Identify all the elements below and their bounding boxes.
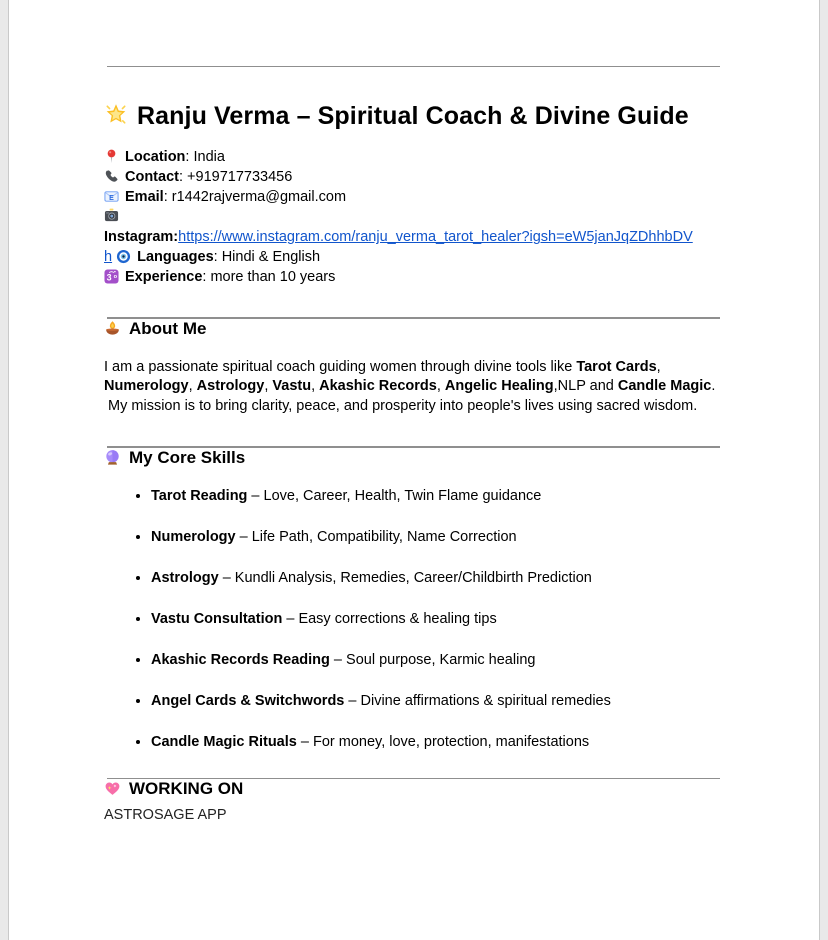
about-mission: My mission is to bring clarity, peace, and prosperity into people's lives using sacred wisdom. xyxy=(104,397,698,414)
skill-desc: – Soul purpose, Karmic healing xyxy=(329,651,536,668)
skill-item xyxy=(151,651,720,669)
about-heading xyxy=(104,319,720,339)
about-heading-text: About Me xyxy=(129,318,207,338)
camera-icon xyxy=(104,208,119,223)
working-on-heading-text: WORKING ON xyxy=(129,779,244,799)
page-margin-left xyxy=(0,0,9,940)
telephone-icon xyxy=(104,169,119,184)
skill-desc: – Love, Career, Health, Twin Flame guidance xyxy=(247,487,542,504)
skill-item xyxy=(151,692,720,710)
skill-item xyxy=(151,487,720,505)
skills-list xyxy=(104,487,720,751)
languages-line xyxy=(104,247,720,267)
instagram-link-continuation[interactable]: h xyxy=(104,249,113,266)
skill-desc: – For money, love, protection, manifestations xyxy=(296,733,590,750)
email-value: : r1442rajverma@gmail.com xyxy=(163,189,347,206)
skill-term: Astrology xyxy=(151,569,219,586)
nazar-amulet-icon xyxy=(116,249,131,264)
working-on-heading xyxy=(104,779,720,799)
skill-desc: – Easy corrections & healing tips xyxy=(282,610,497,627)
instagram-line xyxy=(104,227,720,247)
experience-line xyxy=(104,267,720,287)
skill-desc: – Divine affirmations & spiritual remedies xyxy=(344,692,611,709)
instagram-label: Instagram: xyxy=(104,229,179,246)
working-on-item: ASTROSAGE APP xyxy=(104,807,227,824)
location-label: Location xyxy=(125,149,186,166)
skill-desc: – Kundli Analysis, Remedies, Career/Childbirth Prediction xyxy=(218,569,592,586)
glowing-star-icon xyxy=(104,103,128,127)
skill-term: Tarot Reading xyxy=(151,487,248,504)
phone-line xyxy=(104,167,720,187)
skill-term: Akashic Records Reading xyxy=(151,651,330,668)
camera-line xyxy=(104,207,720,227)
skills-heading xyxy=(104,448,720,468)
skill-item xyxy=(151,528,720,546)
experience-label: Experience xyxy=(125,269,203,286)
skill-item xyxy=(151,733,720,751)
skill-item xyxy=(151,569,720,587)
languages-label: Languages xyxy=(137,249,214,266)
location-line xyxy=(104,147,720,167)
phone-label: Contact xyxy=(125,169,179,186)
about-paragraph: I am a passionate spiritual coach guiding women through divine tools like Tarot Cards, Numerology, Astrology, Vastu, Akashic Records, Angelic Healing,NLP and Candle Magic. xyxy=(104,358,716,395)
sparkling-heart-icon xyxy=(104,780,121,797)
email-line xyxy=(104,187,720,207)
svg-text:E: E xyxy=(109,195,114,203)
pushpin-icon xyxy=(104,149,119,164)
page-title xyxy=(104,102,720,130)
skill-term: Numerology xyxy=(151,528,236,545)
page-margin-right xyxy=(819,0,828,940)
skill-desc: – Life Path, Compatibility, Name Correction xyxy=(235,528,517,545)
location-value: : India xyxy=(185,149,225,166)
email-icon xyxy=(104,189,119,204)
contact-info xyxy=(104,147,720,287)
phone-value: : +919717733456 xyxy=(178,169,293,186)
skills-heading-text: My Core Skills xyxy=(129,447,246,467)
om-symbol-icon xyxy=(104,269,119,284)
diya-lamp-icon xyxy=(104,320,121,337)
skill-term: Candle Magic Rituals xyxy=(151,733,297,750)
experience-value: : more than 10 years xyxy=(202,269,336,286)
email-label: Email xyxy=(125,189,164,206)
skill-item xyxy=(151,610,720,628)
skill-term: Vastu Consultation xyxy=(151,610,283,627)
svg-text:3: 3 xyxy=(106,272,112,283)
skill-term: Angel Cards & Switchwords xyxy=(151,692,345,709)
languages-value: : Hindi & English xyxy=(213,249,321,266)
crystal-ball-icon xyxy=(104,449,121,466)
svg-text:o: o xyxy=(113,274,117,281)
instagram-link[interactable]: https://www.instagram.com/ranju_verma_tarot_healer?igsh=eW5janJqZDhhbDV xyxy=(178,229,693,246)
document-content xyxy=(104,0,720,824)
page-title-text: Ranju Verma – Spiritual Coach & Divine Guide xyxy=(137,102,689,131)
divider-top xyxy=(107,66,720,67)
